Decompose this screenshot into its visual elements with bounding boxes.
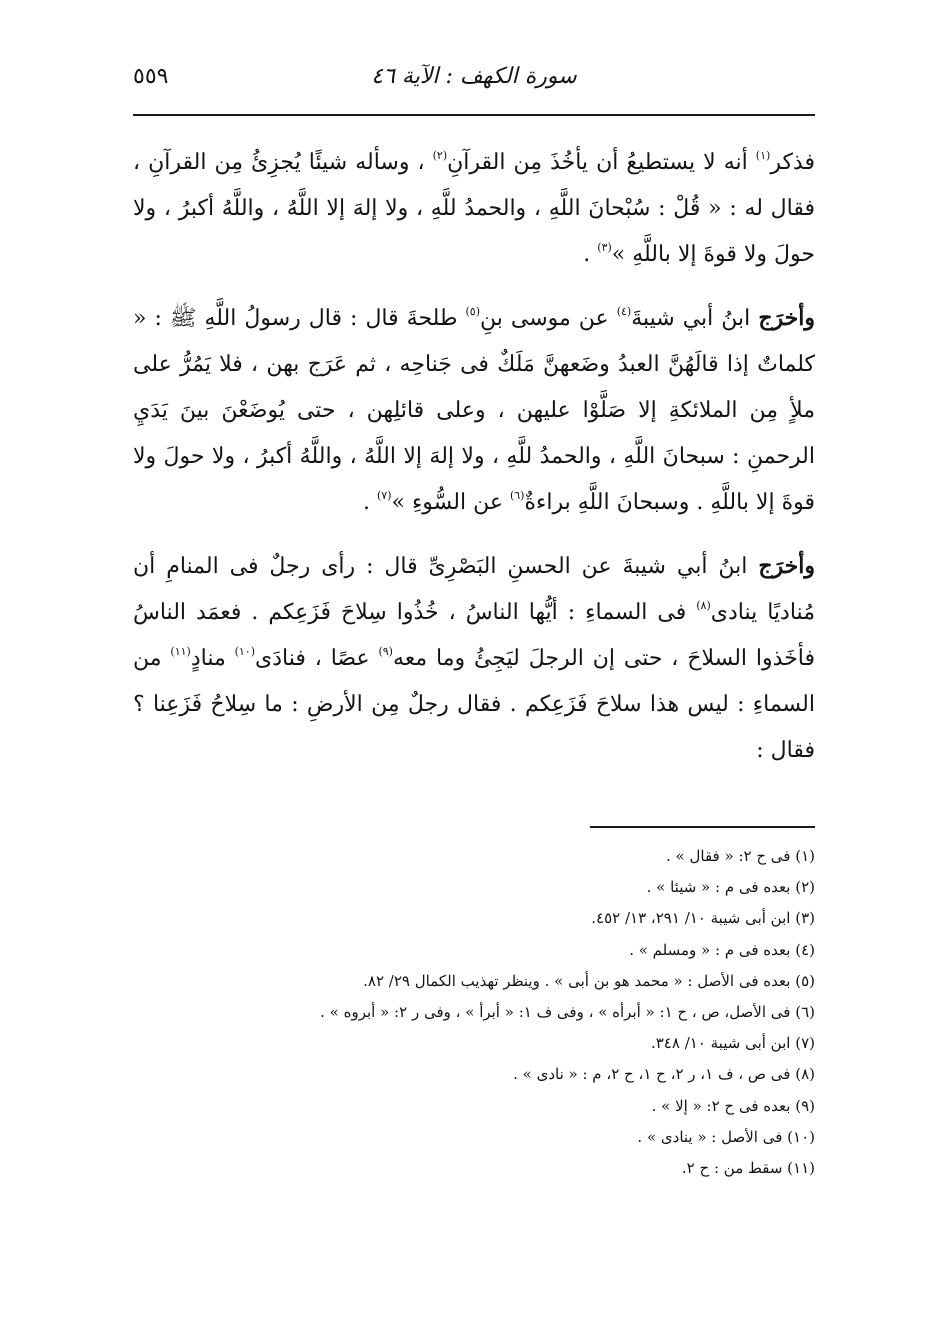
text-run: عن موسى بنِ [479,306,617,331]
footnote: (٧) ابن أبى شيبة ١٠/ ٣٤٨. [650,1034,815,1053]
text-run: منادٍ [190,646,235,671]
footnote: (٣) ابن أبى شيبة ١٠/ ٢٩١، ١٣/ ٤٥٢. [591,909,815,928]
footnote-marker: (٨) [696,599,711,612]
footnote-marker: (٧) [376,489,392,502]
footnote: (٦) فى الأصل، ص ، ح ١: « أبرأه » ، وفى ف ١: « أبرأ » ، وفى ر ٢: « أبروه » . [320,1003,815,1022]
footnote-rule [590,826,815,828]
footnote-marker: (٢) [432,149,448,162]
text-run: طلحةَ قال : قال رسولُ اللَّهِ ﷺ : « كلماتٌ إذا قالَهُنَّ العبدُ وضَعهنَّ مَلَكٌ فى جَناحِه ، ثم عَرَج بهن ، فلا يَمُرُّ على ملأٍ مِن الملائكةِ إلا صَلَّوْا عليهن ، وعلى قائلِهن ، حتى يُوضَعْنَ بينَ يَدَيِ الرحمنِ : سبحانَ اللَّهِ ، والحمدُ للَّهِ ، ولا إلهَ إلا اللَّهُ ، واللَّهُ أكبرُ ، ولا حولَ ولا قوةَ إلا باللَّهِ . وسبحانَ اللَّهِ براءةٌ [133,306,815,515]
text-run: عصًا ، فنادَى [255,646,379,671]
text-run: ابنُ أبي شيبةَ عن الحسنِ البَصْرِىِّ قال : رأى رجلٌ فى المنامِ أن مُناديًا ينادى [133,554,815,625]
footnote: (٥) بعده فى الأصل : « محمد هو بن أبى » . وينظر تهذيب الكمال ٢٩/ ٨٢. [363,971,815,990]
main-text [133,140,815,774]
paragraph-lead-word: وأخرَج [758,553,815,579]
footnotes-list [133,841,815,1184]
text-run: فذكر [770,150,815,175]
footnote-marker: (٩) [378,645,393,658]
paragraph [133,140,815,278]
footnote: (٩) بعده فى ح ٢: « إلا » . [651,1096,815,1115]
footnote-marker: (١٠) [234,645,256,658]
text-run: ابنُ أبي شيبةَ [631,306,759,331]
header-rule [133,114,815,116]
page-number: ٥٥٩ [133,64,169,89]
text-run: . [583,242,598,267]
footnote: (١٠) فى الأصل : « ينادى » . [637,1127,815,1146]
footnote-marker: (٦) [509,489,525,502]
footnote-marker: (٣) [597,241,612,254]
page-header [133,64,815,108]
footnote: (١) فى ح ٢: « فقال » . [666,847,815,865]
text-run: فى السماءِ : أيُّها الناسُ ، خُذُوا سِلاحَ فَزَعِكم . فعمَد الناسُ فأخَذوا السلاحَ ، حتى إن الرجلَ ليَجِئُ وما معه [133,600,815,671]
paragraph [133,543,815,774]
paragraph [133,295,815,526]
text-run: . [362,490,377,515]
text-run: عن السُّوءِ » [391,490,510,515]
footnote-marker: (٤) [616,305,632,318]
text-run: من السماءِ : ليس هذا سلاحَ فَزَعِكم . فقال رجلٌ مِن الأرضِ : ما سِلاحُ فَزَعِنا ؟ فقال : [133,646,815,763]
footnote: (٤) بعده فى م : « ومسلم » . [629,940,815,959]
footnote: (٨) فى ص ، ف ١، ر ٢، ح ١، ح ٢، م : « نادى » . [513,1065,815,1084]
paragraph-lead-word: وأخرَج [758,305,815,331]
footnote-marker: (٥) [465,305,480,318]
text-run: ، وسأله شيئًا يُجزِئُ مِن القرآنِ ، فقال له : « قُلْ : سُبْحانَ اللَّهِ ، والحمدُ للَّهِ ، ولا إلهَ إلا اللَّهُ ، واللَّهُ أكبرُ ، ولا حولَ ولا قوةَ إلا باللَّهِ » [133,150,815,267]
footnote: (٢) بعده فى م : « شيئا » . [646,878,815,897]
footnote: (١١) سقط من : ح ٢. [681,1159,815,1178]
footnote-marker: (١١) [170,645,191,658]
footnote-marker: (١) [755,149,771,162]
text-run: أنه لا يستطيعُ أن يأخُذَ مِن القرآنِ [447,150,756,175]
running-title: سورة الكهف : الآية ٤٦ [371,64,577,89]
